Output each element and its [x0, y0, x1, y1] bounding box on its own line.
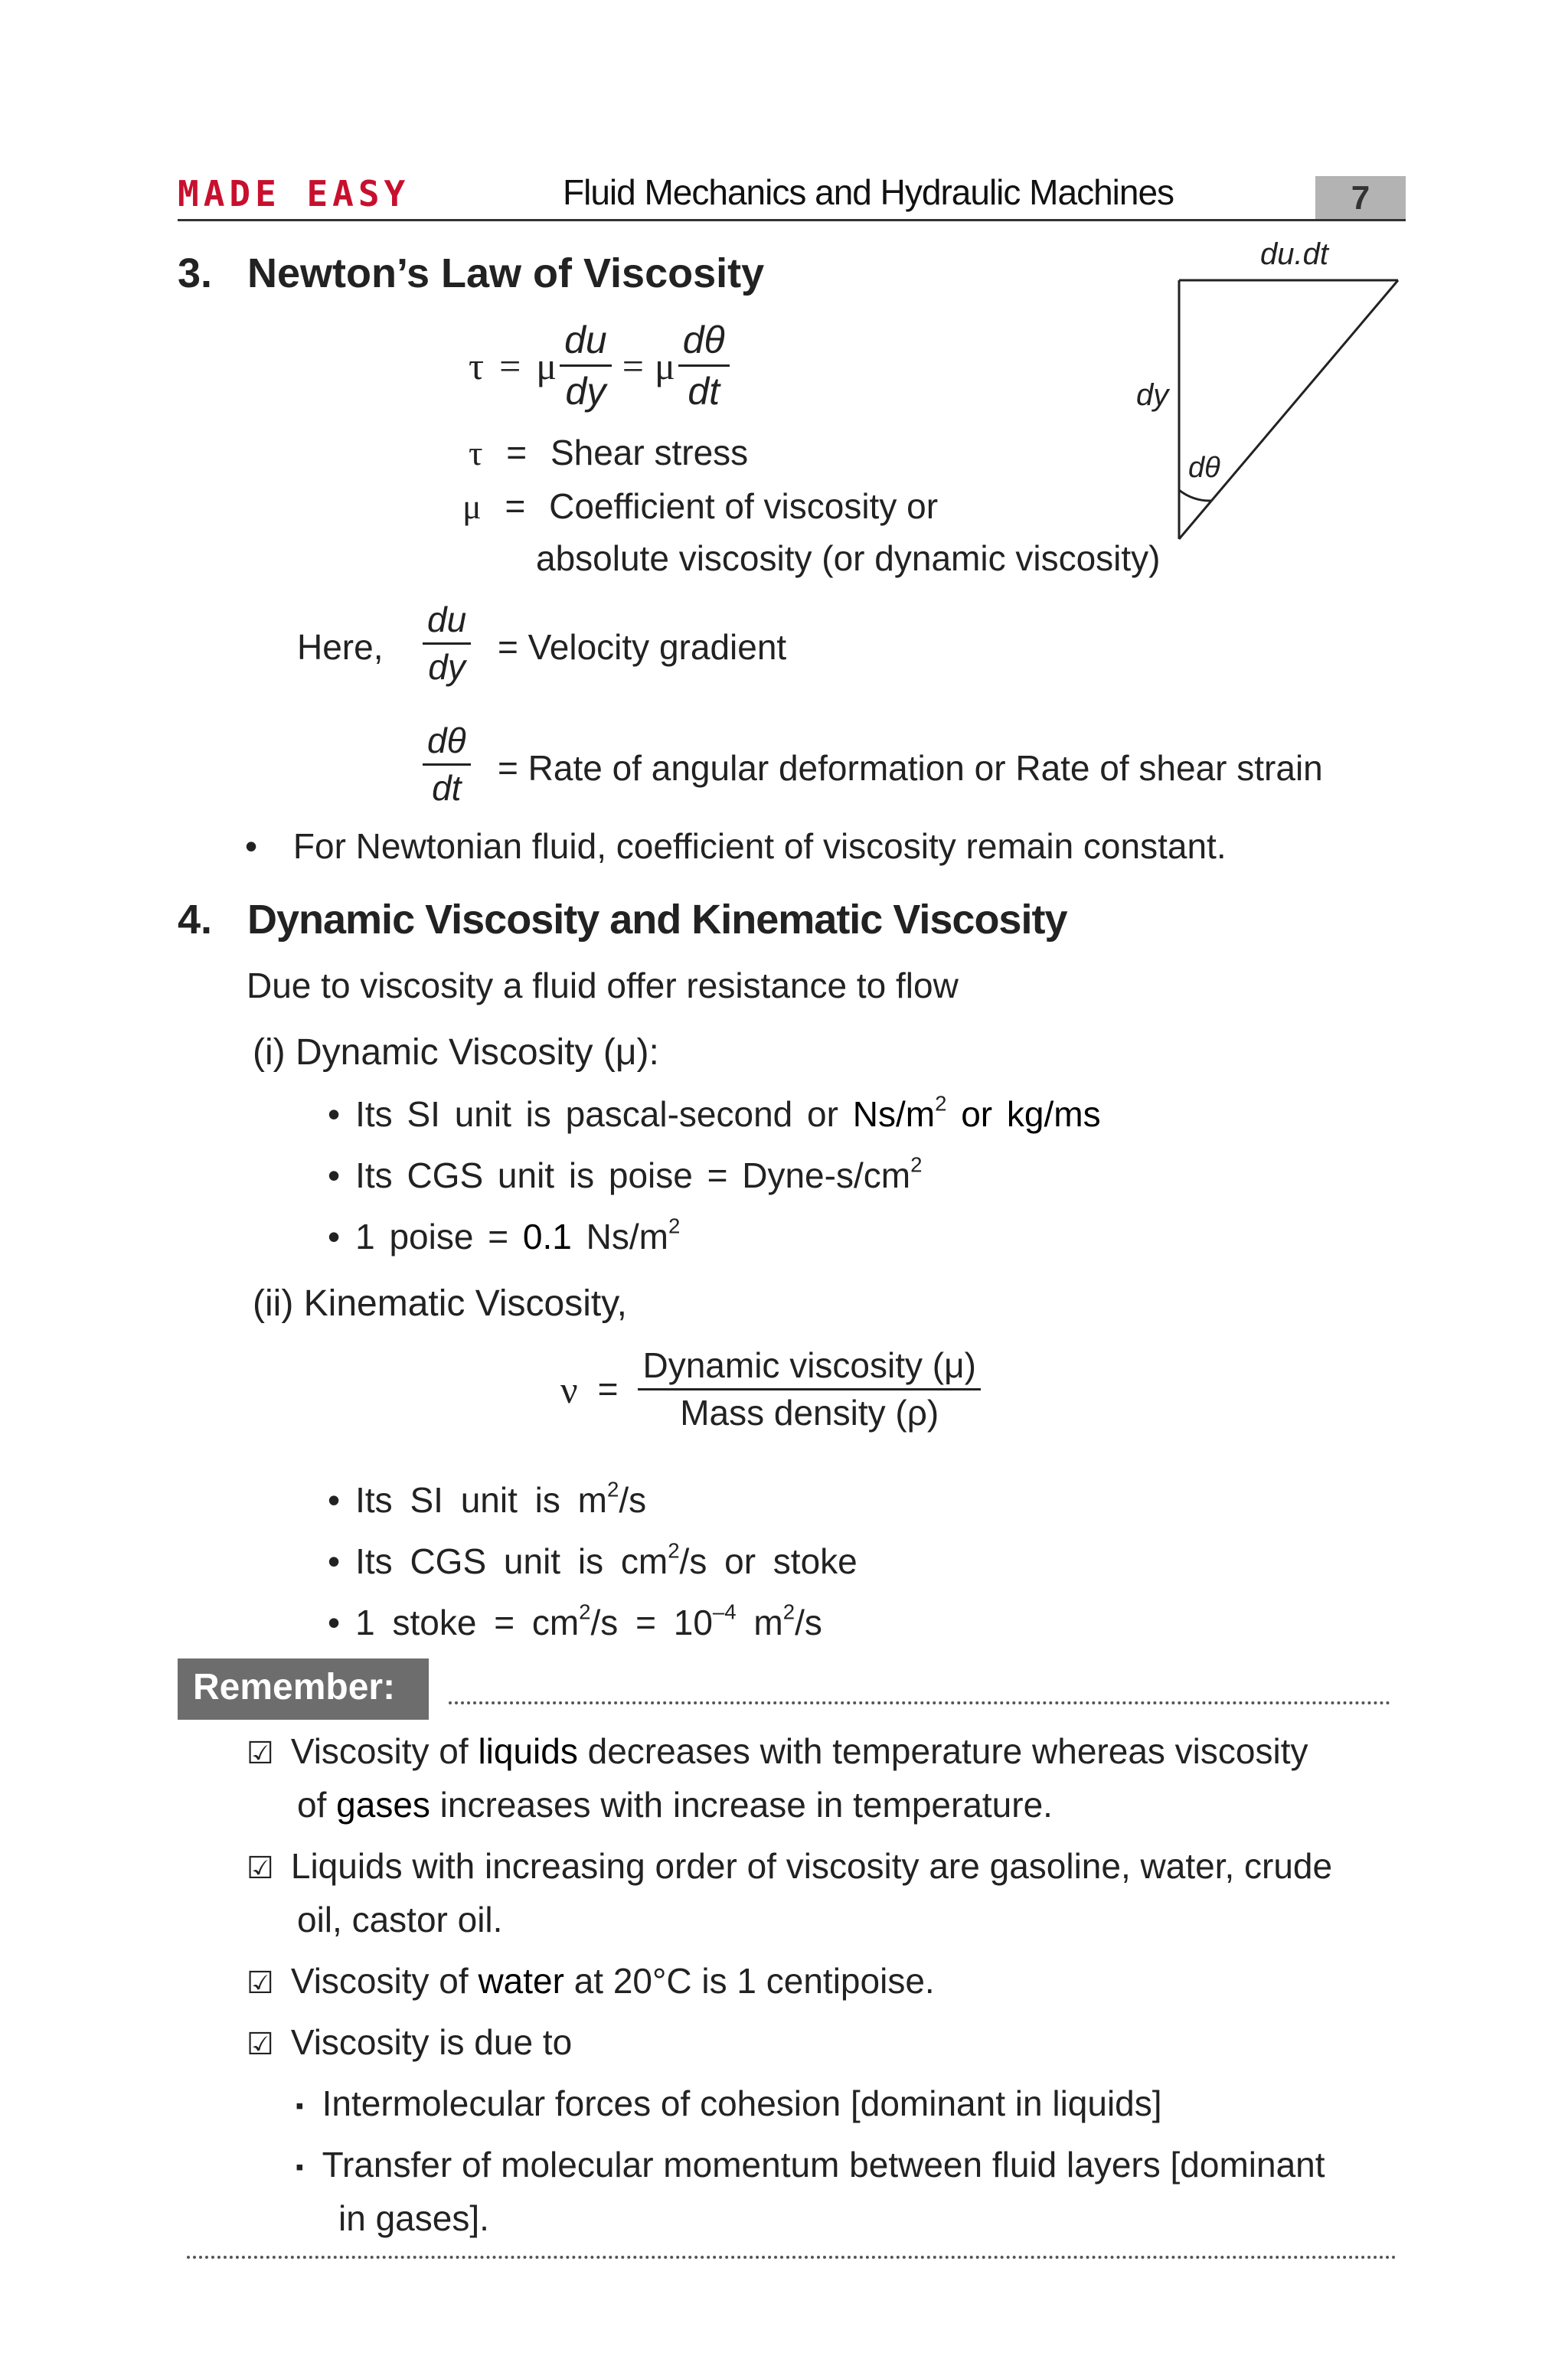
- bullet-glyph: •: [328, 1541, 341, 1581]
- remember-subitem-2: [296, 2144, 1325, 2186]
- dynamic-bullet-3: [328, 1216, 680, 1258]
- dynamic-bullet-3-unit: Ns/m: [571, 1217, 668, 1256]
- bullet-glyph: •: [328, 1094, 341, 1134]
- check-icon: ☑: [247, 1851, 274, 1886]
- rate-shear-text: = Rate of angular deformation or Rate of shear strain: [498, 748, 1323, 788]
- remember-item-3-text-a: Viscosity of: [290, 1961, 479, 2001]
- fraction-dtheta-dt: [678, 317, 730, 414]
- angle-arc: [1179, 490, 1211, 501]
- dynamic-bullet-2-sup: 2: [910, 1152, 923, 1177]
- remember-dotted-rule-top: [449, 1701, 1390, 1704]
- kinematic-bullet-2-unit: /s or stoke: [679, 1541, 858, 1581]
- kinematic-bullet-1: [328, 1479, 646, 1521]
- kinematic-bullet-2-sup: 2: [668, 1538, 680, 1563]
- velocity-gradient-text: = Velocity gradient: [498, 627, 787, 667]
- bullet-glyph: •: [328, 1603, 341, 1642]
- bullet-glyph: •: [328, 1480, 341, 1520]
- dt-denominator: dt: [688, 370, 720, 413]
- section4-title: Dynamic Viscosity and Kinematic Viscosity: [247, 897, 1067, 943]
- check-icon: ☑: [247, 2027, 274, 2062]
- diagram-angle-label: dθ: [1188, 452, 1220, 484]
- remember-subitem-1: [296, 2083, 1162, 2125]
- header: [178, 170, 1406, 221]
- triangle-hypotenuse: [1179, 280, 1398, 539]
- dynamic-bullet-1-unit: Ns/m: [852, 1094, 936, 1134]
- kinematic-bullet-2: [328, 1538, 858, 1583]
- remember-label: Remember:: [193, 1667, 396, 1707]
- remember-label-box: [178, 1658, 429, 1720]
- fraction-du-dy: [560, 317, 612, 414]
- eq-mu: μ: [536, 344, 557, 387]
- nu-equals: =: [597, 1369, 619, 1410]
- bullet-glyph: •: [328, 1155, 341, 1195]
- remember-item-1: [247, 1730, 1308, 1773]
- kinematic-denominator: Mass density (ρ): [680, 1393, 939, 1433]
- def-tau-text: Shear stress: [550, 433, 749, 472]
- def-mu-line2: absolute viscosity (or dynamic viscosity): [536, 538, 1161, 578]
- kinematic-bullet-1-unit: /s: [619, 1480, 647, 1520]
- page-number: [1315, 176, 1406, 221]
- here-dt: dt: [432, 768, 462, 809]
- header-rule: [178, 219, 1406, 221]
- kinematic-bullet-3-sup-2: 2: [782, 1600, 795, 1624]
- kinematic-bullet-1-text: Its SI unit is m: [355, 1480, 607, 1520]
- dynamic-bullet-2-text: Its CGS unit is poise = Dyne-s/cm: [355, 1155, 911, 1195]
- def-tau: [469, 432, 748, 474]
- def-mu-text-1: Coefficient of viscosity or: [549, 486, 939, 526]
- kinematic-bullet-3-exp: –4: [712, 1600, 737, 1624]
- check-icon: ☑: [247, 1736, 274, 1771]
- remember-dotted-rule-bottom: [187, 2256, 1396, 2259]
- remember-item-1-text-a: Viscosity of: [290, 1731, 479, 1771]
- kinematic-fraction: [638, 1345, 980, 1434]
- nu-symbol: ν: [560, 1368, 578, 1411]
- kinematic-heading: (ii) Kinematic Viscosity,: [253, 1283, 627, 1324]
- kinematic-bullet-3: [328, 1602, 822, 1644]
- dy-denominator: dy: [565, 370, 606, 413]
- here-label: Here,: [297, 627, 384, 667]
- remember-item-1-l2-b: gases: [336, 1785, 430, 1825]
- section3-number: 3.: [178, 250, 213, 296]
- remember-item-1-l2-c: increases with increase in temperature.: [430, 1785, 1053, 1825]
- diagram-side-label: dy: [1136, 378, 1169, 412]
- square-bullet-icon: ▪: [296, 2093, 304, 2119]
- remember-item-1-line2: [297, 1784, 1053, 1826]
- remember-item-2: [247, 1845, 1332, 1887]
- bullet-newtonian-text: For Newtonian fluid, coefficient of viscosity remain constant.: [292, 826, 1227, 866]
- remember-item-1-text-b: liquids: [478, 1731, 578, 1771]
- bullet-glyph: •: [245, 826, 258, 866]
- kinematic-numerator: Dynamic viscosity (μ): [638, 1345, 980, 1390]
- kinematic-equation: [560, 1345, 981, 1434]
- book-title: Fluid Mechanics and Hydraulic Machines: [563, 172, 1174, 212]
- def-mu-symbol: μ: [462, 487, 482, 526]
- dynamic-bullet-3-value: 0.1: [522, 1217, 572, 1256]
- dynamic-heading: (i) Dynamic Viscosity (μ):: [253, 1032, 659, 1073]
- section4-number: 4.: [178, 897, 213, 943]
- square-bullet-icon: ▪: [296, 2154, 304, 2180]
- kinematic-bullet-2-text: Its CGS unit is cm: [355, 1541, 668, 1581]
- check-icon: ☑: [247, 1966, 274, 2001]
- remember-item-2-text: Liquids with increasing order of viscosity are gasoline, water, crude: [290, 1846, 1333, 1886]
- newton-equation: [469, 317, 730, 414]
- remember-item-3-text-b: water: [478, 1961, 564, 2001]
- here-dy: dy: [428, 647, 466, 688]
- kinematic-bullet-3-sup: 2: [579, 1600, 591, 1624]
- bullet-glyph: •: [328, 1217, 341, 1256]
- shear-triangle-svg: [1133, 237, 1409, 559]
- dynamic-bullet-3-text: 1 poise =: [355, 1217, 523, 1256]
- dynamic-bullet-1: [328, 1093, 1101, 1136]
- page-number-text: 7: [1351, 179, 1370, 217]
- remember-item-3-text-c: at 20°C is 1 centipoise.: [564, 1961, 935, 2001]
- remember-subitem-2-line2: in gases].: [338, 2198, 489, 2238]
- kinematic-bullet-3-unit-2: m: [736, 1603, 783, 1642]
- here-dtheta: dθ: [423, 720, 471, 766]
- shear-diagram: [1133, 237, 1409, 559]
- dynamic-bullet-2: [328, 1152, 923, 1197]
- diagram-top-label: du.dt: [1260, 237, 1328, 271]
- dtheta-numerator: dθ: [678, 317, 730, 367]
- remember-subitem-2-text: Transfer of molecular momentum between fluid layers [dominant: [322, 2145, 1325, 2185]
- def-mu: [462, 485, 938, 528]
- dynamic-bullet-1-unit-2: or kg/ms: [946, 1094, 1101, 1134]
- here-du: du: [423, 599, 471, 645]
- def-tau-symbol: τ: [469, 433, 483, 472]
- here-fraction-du-dy: [423, 599, 471, 688]
- eq-equals: =: [499, 344, 521, 387]
- remember-item-3: [247, 1960, 935, 2002]
- brand-logo: MADE EASY: [178, 173, 410, 214]
- remember-item-1-l2-a: of: [297, 1785, 337, 1825]
- here-fraction-dtheta-dt: [423, 720, 471, 809]
- remember-item-4-text: Viscosity is due to: [290, 2022, 573, 2062]
- section3-title: Newton’s Law of Viscosity: [247, 250, 765, 296]
- def-mu-equals: =: [505, 486, 526, 526]
- kinematic-bullet-1-sup: 2: [606, 1477, 619, 1502]
- eq-mu-2: μ: [654, 344, 675, 387]
- dynamic-bullet-1-sup: 2: [935, 1091, 947, 1116]
- section4-intro: Due to viscosity a fluid offer resistance to flow: [247, 966, 959, 1005]
- bullet-newtonian: [245, 825, 1227, 868]
- kinematic-bullet-3-unit-3: /s: [795, 1603, 822, 1642]
- remember-item-4: [247, 2021, 572, 2064]
- remember-item-2-line2: oil, castor oil.: [297, 1900, 503, 1939]
- dynamic-bullet-3-sup: 2: [668, 1214, 681, 1238]
- remember-item-1-text-c: decreases with temperature whereas viscosity: [577, 1731, 1308, 1771]
- def-tau-equals: =: [506, 433, 528, 472]
- eq-equals-2: =: [622, 344, 644, 387]
- eq-tau: τ: [469, 344, 485, 387]
- dynamic-bullet-1-text: Its SI unit is pascal-second or: [355, 1094, 853, 1134]
- kinematic-bullet-3-text: 1 stoke = cm: [355, 1603, 580, 1642]
- remember-subitem-1-text: Intermolecular forces of cohesion [dominant in liquids]: [322, 2083, 1162, 2123]
- kinematic-bullet-3-unit: /s = 10: [590, 1603, 713, 1642]
- du-numerator: du: [560, 317, 612, 367]
